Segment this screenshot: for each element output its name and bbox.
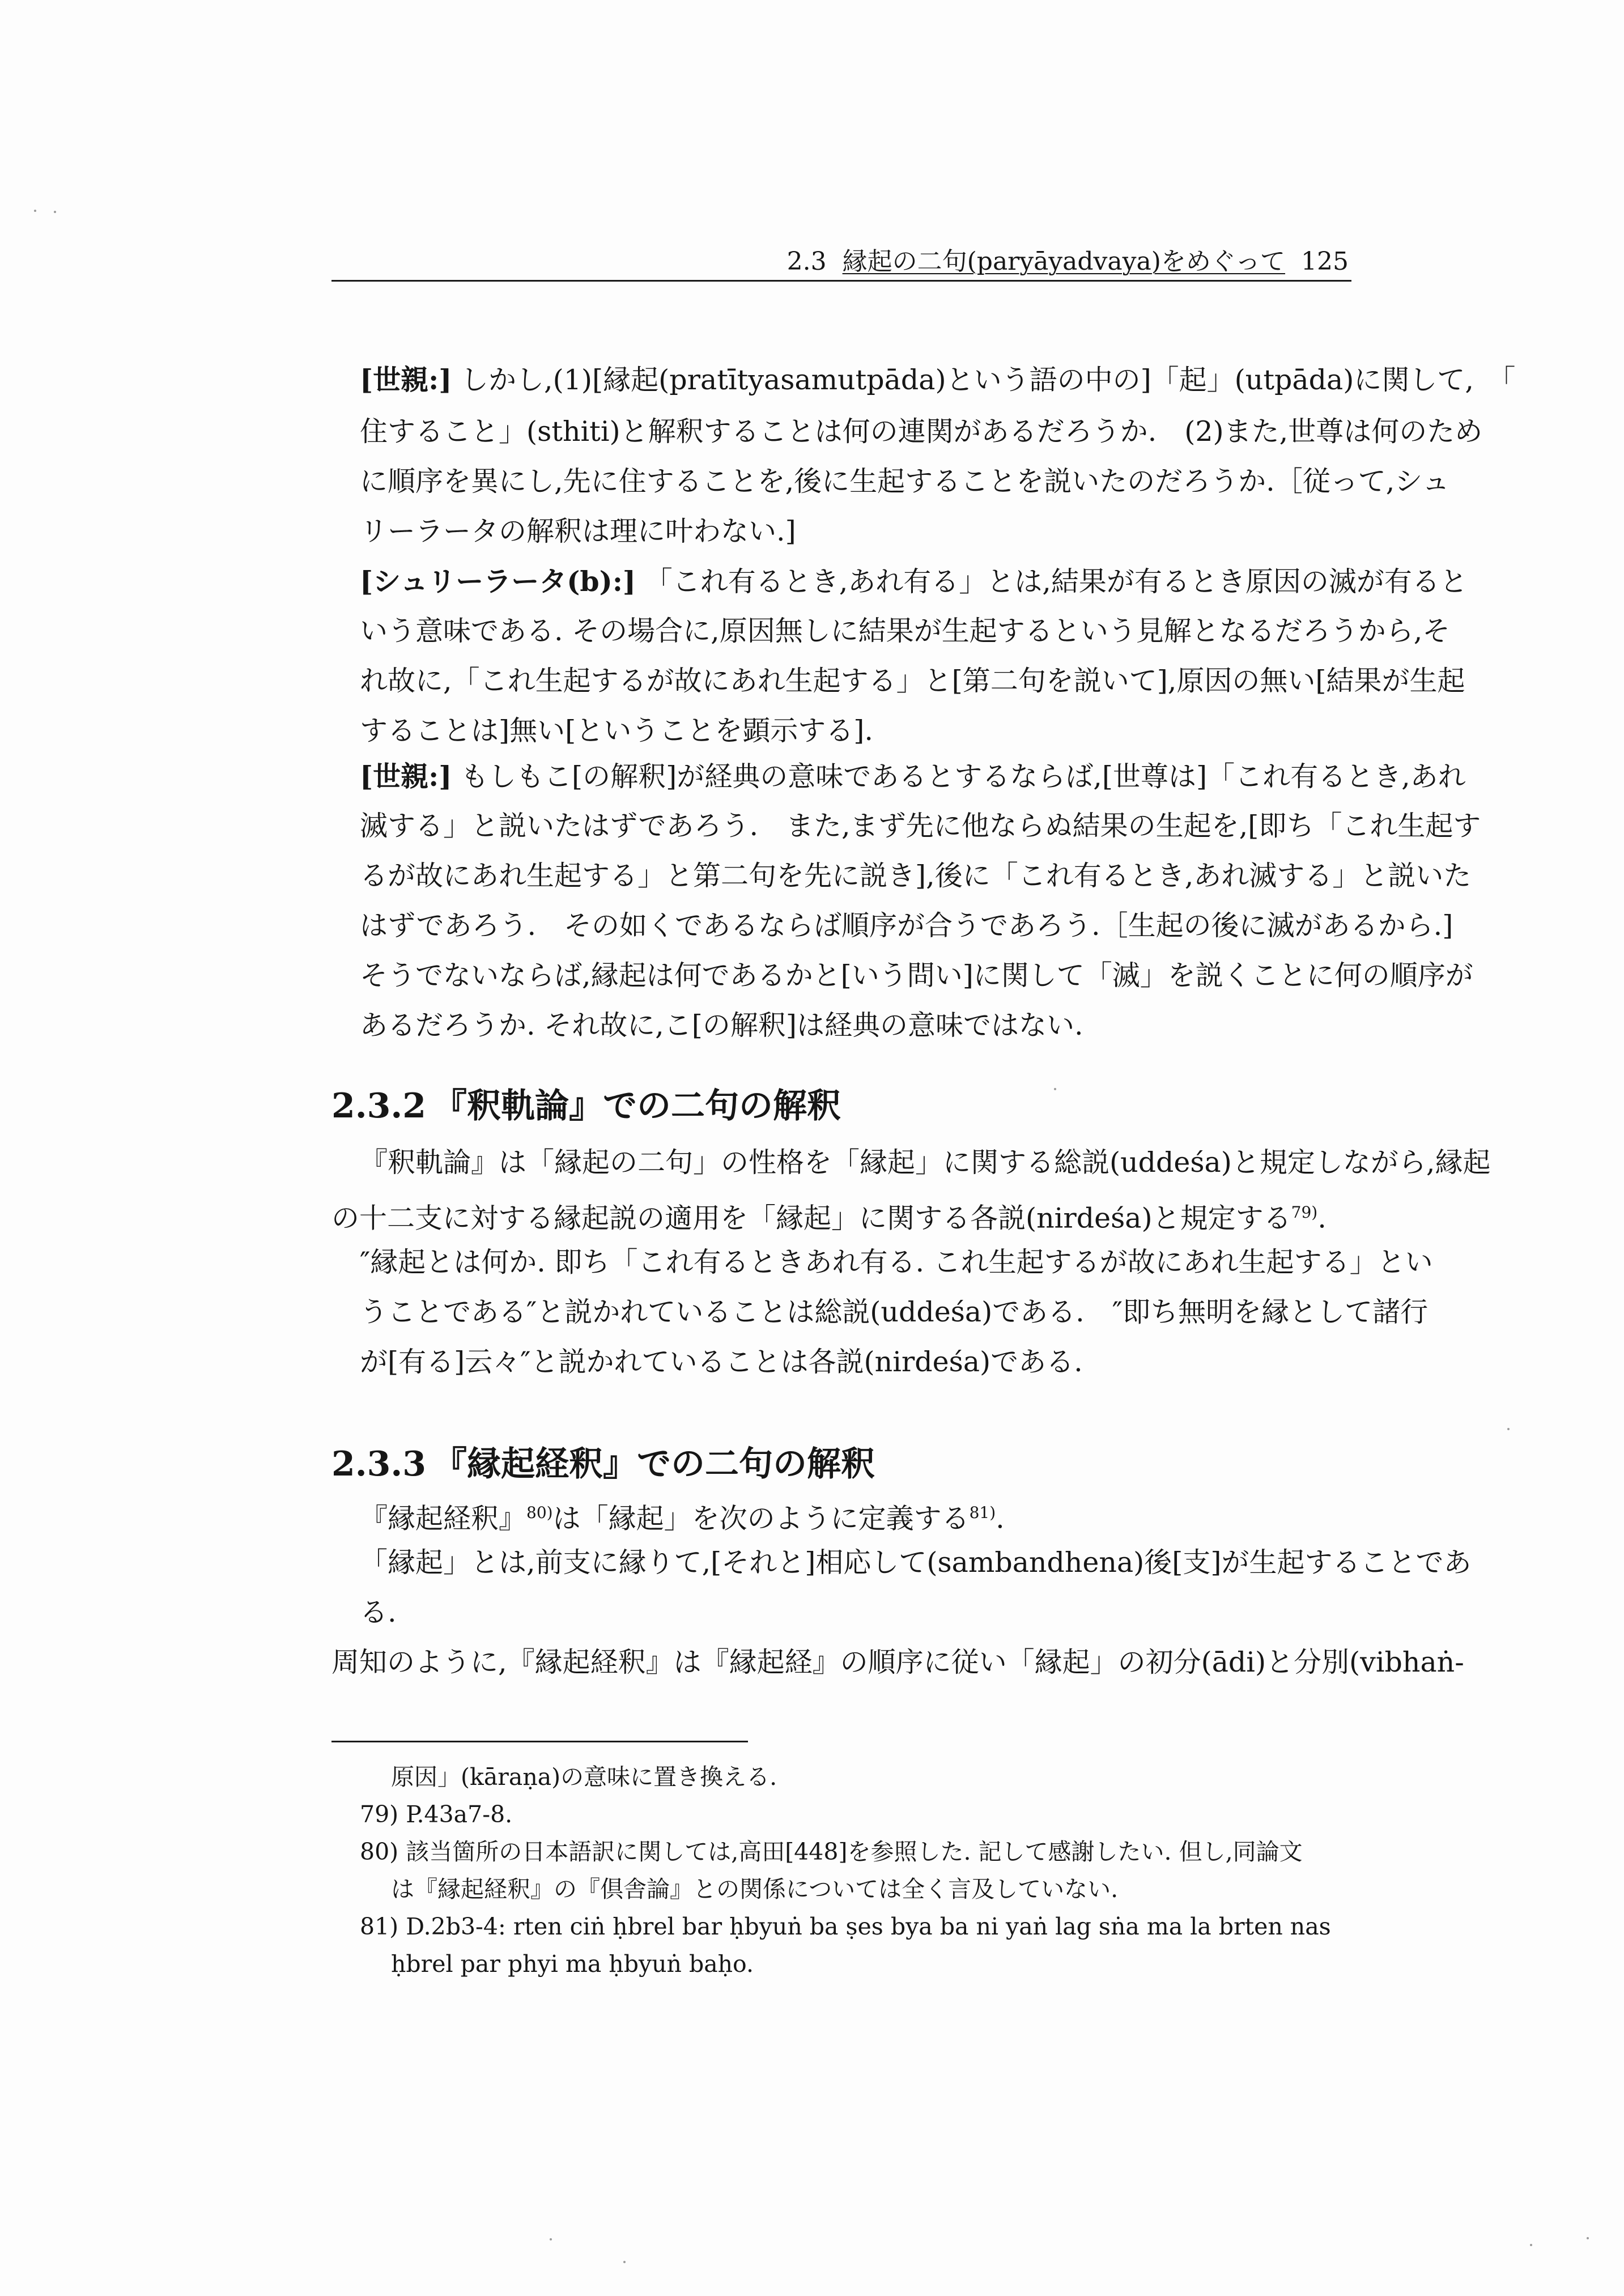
scan-speck: [1530, 2244, 1532, 2246]
footnote-80-cont: は『縁起経釈』の『倶舎論』との関係については全く言及していない.: [391, 1876, 1119, 1903]
scan-speck: [1054, 1088, 1056, 1090]
section-heading: [331, 1443, 875, 1486]
passage-line: 住すること」(sthiti)と解釈することは何の連関があるだろうか. (2)また,世尊は何のため: [360, 415, 1483, 448]
speaker-label: [世親:]: [360, 760, 452, 793]
section-number: 2.3.3: [331, 1444, 427, 1484]
passage-line: はずであろう. その如くであるならば順序が合うであろう.［生起の後に滅があるから.]: [360, 909, 1453, 942]
speaker-label: [世親:]: [360, 363, 452, 396]
paragraph-line: 『釈軌論』は「縁起の二句」の性格を「縁起」に関する総説(uddeśa)と規定しながら,縁起: [360, 1146, 1491, 1179]
passage-line: あるだろうか. それ故に,こ[の解釈]は経典の意味ではない.: [360, 1009, 1083, 1041]
passage-line: することは]無い[ということを顕示する].: [360, 715, 873, 747]
passage-line: [360, 363, 1515, 397]
quote-line: る.: [360, 1596, 397, 1629]
footnote-ref: 81): [969, 1503, 996, 1522]
paragraph-text: 『縁起経釈』: [360, 1502, 527, 1535]
passage-line: そうでないならば,縁起は何であるかと[いう問い]に関して「滅」を説くことに何の順序が: [360, 959, 1473, 992]
footnote-81: 81) D.2b3-4: rten ciṅ ḥbrel bar ḥbyuṅ ba ṣes bya ba ni yaṅ lag sṅa ma la brten nas: [360, 1913, 1331, 1940]
header-title: 縁起の二句(paryāyadvaya)をめぐって: [842, 247, 1286, 276]
passage-text: 「これ有るとき,あれ有る」とは,結果が有るとき原因の滅が有ると: [644, 566, 1468, 598]
passage-line: [360, 759, 1466, 794]
footnote-81-cont: ḥbrel par phyi ma ḥbyuṅ baḥo.: [391, 1950, 754, 1978]
quote-line: が[有る]云々″と説かれていることは各説(nirdeśa)である.: [360, 1346, 1083, 1378]
passage-line: [360, 564, 1468, 599]
header-rule: [331, 280, 1351, 282]
footnote-ref: 80): [526, 1503, 553, 1522]
passage-line: いう意味である. その場合に,原因無しに結果が生起するという見解となるだろうから,そ: [360, 615, 1451, 647]
scan-speck: [623, 2261, 626, 2263]
scan-speck: [54, 211, 56, 213]
passage-line: るが故にあれ生起する」と第二句を先に説き],後に「これ有るとき,あれ滅する」と説いた: [360, 860, 1472, 892]
section-number: 2.3.2: [331, 1086, 427, 1126]
passage-line: リーラータの解釈は理に叶わない.]: [360, 515, 796, 547]
page-number: 125: [1301, 247, 1349, 276]
speaker-label: [シュリーラータ(b):]: [360, 565, 636, 598]
footnote-80: 80) 該当箇所の日本語訳に関しては,高田[448]を参照した. 記して感謝したい. 但し,同論文: [360, 1838, 1303, 1865]
paragraph-text: .: [996, 1502, 1005, 1535]
scan-speck: [1587, 2237, 1589, 2239]
footnote-rule: [331, 1741, 748, 1742]
paragraph-line: [360, 1496, 1005, 1536]
running-header: [725, 245, 1349, 279]
section-title: 『縁起経釈』での二句の解釈: [433, 1444, 875, 1484]
paragraph-text: の十二支に対する縁起説の適用を「縁起」に関する各説(nirdeśa)と規定する: [331, 1202, 1291, 1235]
passage-text: しかし,(1)[縁起(pratītyasamutpāda)という語の中の]「起」(utpāda)に関して, 「: [461, 364, 1516, 396]
passage-line: に順序を異にし,先に住することを,後に生起することを説いたのだろうか.［従って,シュ: [360, 465, 1450, 498]
quote-line: うことである″と説かれていることは総説(uddeśa)である. ″即ち無明を縁として諸行: [360, 1296, 1429, 1328]
paragraph-line: 周知のように,『縁起経釈』は『縁起経』の順序に従い「縁起」の初分(ādi)と分別(vibhaṅ-: [331, 1646, 1464, 1678]
section-title: 『釈軌論』での二句の解釈: [433, 1086, 841, 1126]
scan-speck: [550, 2238, 552, 2240]
passage-text: もしもこ[の解釈]が経典の意味であるとするならば,[世尊は]「これ有るとき,あれ: [461, 760, 1466, 793]
passage-line: 滅する」と説いたはずであろう. また,まず先に他ならぬ結果の生起を,[即ち「これ生起す: [360, 810, 1481, 842]
passage-line: れ故に,「これ生起するが故にあれ生起する」と[第二句を説いて],原因の無い[結果が生起: [360, 665, 1465, 697]
paragraph-line: [331, 1196, 1327, 1235]
footnote-ref: 79): [1291, 1203, 1318, 1222]
paragraph-text: は「縁起」を次のように定義する: [552, 1502, 970, 1535]
scan-speck: [1507, 1428, 1510, 1430]
paragraph-text: .: [1317, 1202, 1327, 1235]
footnote-line: 原因」(kāraṇa)の意味に置き換える.: [391, 1763, 777, 1791]
footnote-79: 79) P.43a7-8.: [360, 1801, 513, 1828]
scan-speck: [34, 210, 36, 212]
quote-line: 「縁起」とは,前支に縁りて,[それと]相応して(sambandhena)後[支]が生起することであ: [360, 1546, 1472, 1579]
header-section-number: 2.3: [787, 247, 827, 276]
quote-line: ″縁起とは何か. 即ち「これ有るときあれ有る. これ生起するが故にあれ生起する」とい: [360, 1246, 1433, 1278]
section-heading: [331, 1085, 841, 1128]
